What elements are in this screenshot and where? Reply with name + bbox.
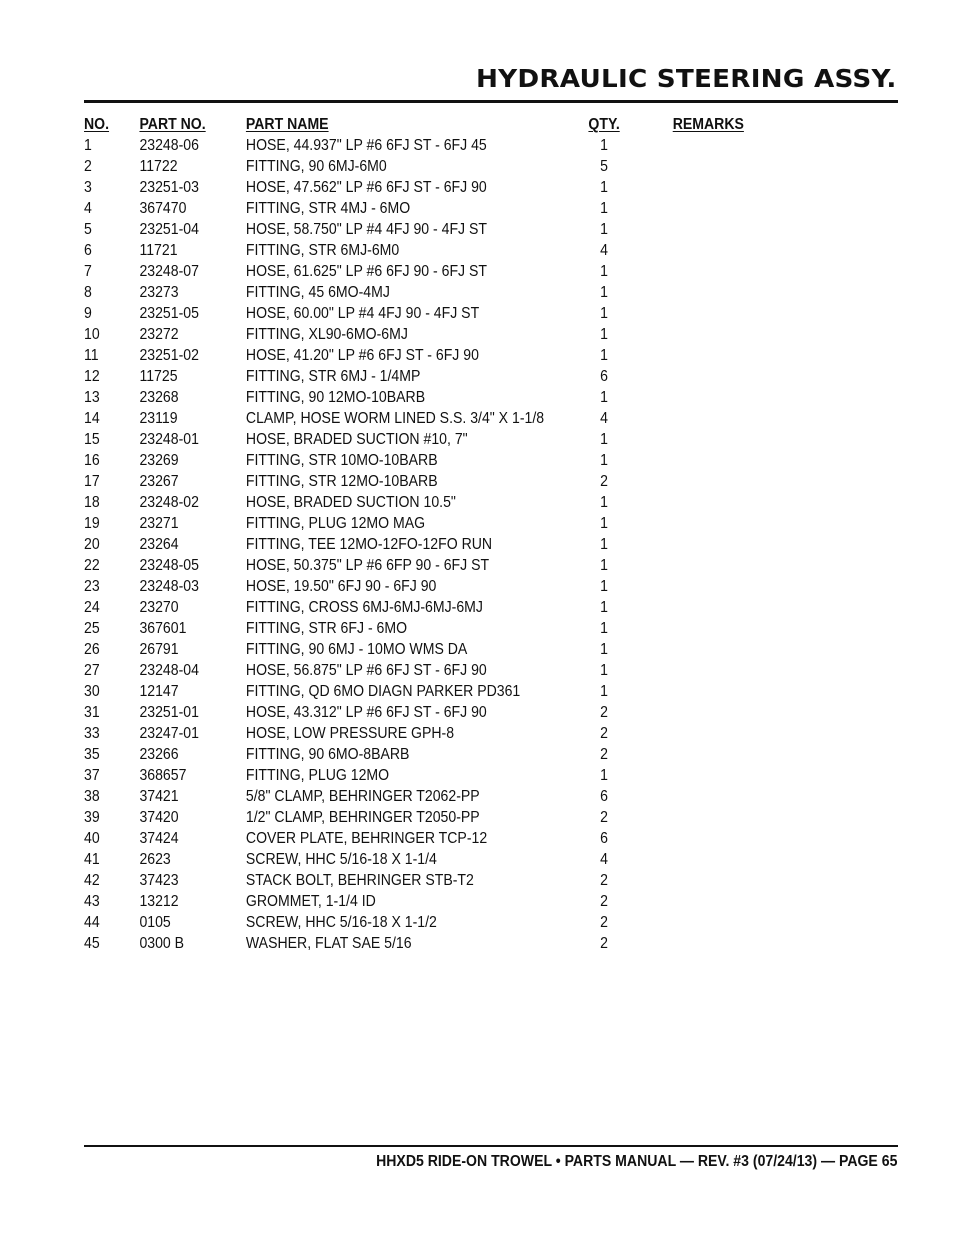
row-part-no: 37424 bbox=[139, 830, 179, 847]
row-qty: 1 bbox=[600, 200, 608, 217]
row-qty: 1 bbox=[600, 305, 608, 322]
row-part-no: 23251-04 bbox=[139, 221, 199, 238]
table-row bbox=[84, 681, 700, 702]
table-row bbox=[84, 450, 700, 471]
table-row bbox=[84, 702, 700, 723]
table-row bbox=[84, 429, 700, 450]
row-no: 31 bbox=[84, 704, 100, 721]
row-qty: 2 bbox=[600, 473, 608, 490]
table-row bbox=[84, 891, 700, 912]
row-part-name: FITTING, PLUG 12MO MAG bbox=[245, 515, 426, 532]
row-qty: 1 bbox=[600, 263, 608, 280]
row-qty: 2 bbox=[600, 893, 608, 910]
row-part-name: FITTING, STR 10MO-10BARB bbox=[245, 452, 438, 469]
row-part-name: FITTING, QD 6MO DIAGN PARKER PD361 bbox=[245, 683, 521, 700]
row-no: 23 bbox=[84, 578, 100, 595]
row-part-name: HOSE, 60.00" LP #4 4FJ 90 - 4FJ ST bbox=[245, 305, 480, 322]
table-row bbox=[84, 912, 700, 933]
row-part-no: 23271 bbox=[139, 515, 179, 532]
row-qty: 1 bbox=[600, 221, 608, 238]
row-part-name: FITTING, 90 6MO-8BARB bbox=[245, 746, 410, 763]
page-title: HYDRAULIC STEERING ASSY. bbox=[476, 64, 897, 93]
table-header bbox=[84, 114, 744, 135]
row-qty: 2 bbox=[600, 809, 608, 826]
row-no: 13 bbox=[84, 389, 100, 406]
row-part-no: 23248-06 bbox=[139, 137, 199, 154]
row-no: 39 bbox=[84, 809, 100, 826]
table-row bbox=[84, 828, 700, 849]
row-qty: 1 bbox=[600, 557, 608, 574]
row-no: 2 bbox=[84, 158, 92, 175]
row-qty: 1 bbox=[600, 326, 608, 343]
table-row bbox=[84, 534, 700, 555]
table-row bbox=[84, 366, 700, 387]
row-no: 15 bbox=[84, 431, 100, 448]
table-row bbox=[84, 786, 700, 807]
row-qty: 1 bbox=[600, 179, 608, 196]
row-part-name: HOSE, 43.312" LP #6 6FJ ST - 6FJ 90 bbox=[245, 704, 487, 721]
table-row bbox=[84, 597, 700, 618]
table-row bbox=[84, 660, 700, 681]
row-part-no: 23247-01 bbox=[139, 725, 199, 742]
table-row bbox=[84, 156, 700, 177]
row-part-name: FITTING, 90 6MJ-6M0 bbox=[245, 158, 387, 175]
row-qty: 2 bbox=[600, 914, 608, 931]
row-part-name: CLAMP, HOSE WORM LINED S.S. 3/4" X 1-1/8 bbox=[245, 410, 545, 427]
row-part-no: 23251-02 bbox=[139, 347, 199, 364]
table-row bbox=[84, 849, 700, 870]
table-row bbox=[84, 471, 700, 492]
row-part-no: 37421 bbox=[139, 788, 179, 805]
header-no: NO. bbox=[84, 116, 110, 133]
row-part-no: 23248-04 bbox=[139, 662, 199, 679]
row-part-no: 23270 bbox=[139, 599, 179, 616]
row-part-no: 23273 bbox=[139, 284, 179, 301]
row-qty: 6 bbox=[600, 830, 608, 847]
table-row bbox=[84, 324, 700, 345]
row-no: 26 bbox=[84, 641, 100, 658]
row-qty: 1 bbox=[600, 662, 608, 679]
row-qty: 2 bbox=[600, 746, 608, 763]
row-no: 44 bbox=[84, 914, 100, 931]
parts-table bbox=[84, 114, 784, 954]
row-part-no: 37420 bbox=[139, 809, 179, 826]
row-part-name: FITTING, PLUG 12MO bbox=[245, 767, 390, 784]
row-part-name: HOSE, 44.937" LP #6 6FJ ST - 6FJ 45 bbox=[245, 137, 487, 154]
row-part-no: 23268 bbox=[139, 389, 179, 406]
row-no: 22 bbox=[84, 557, 100, 574]
row-part-no: 23269 bbox=[139, 452, 179, 469]
row-part-no: 367470 bbox=[139, 200, 187, 217]
table-row bbox=[84, 135, 700, 156]
row-qty: 1 bbox=[600, 536, 608, 553]
row-part-no: 23266 bbox=[139, 746, 179, 763]
footer-rule bbox=[84, 1145, 898, 1147]
page-footer: HHXD5 RIDE-ON TROWEL • PARTS MANUAL — REV. #3 (07/24/13) — PAGE 65 bbox=[375, 1153, 897, 1170]
row-part-no: 12147 bbox=[139, 683, 179, 700]
row-no: 38 bbox=[84, 788, 100, 805]
header-qty: QTY. bbox=[588, 116, 620, 133]
row-no: 4 bbox=[84, 200, 92, 217]
table-row bbox=[84, 870, 700, 891]
row-no: 40 bbox=[84, 830, 100, 847]
header-part-name: PART NAME bbox=[245, 116, 329, 133]
table-row bbox=[84, 807, 700, 828]
title-rule bbox=[84, 100, 898, 103]
row-part-name: FITTING, STR 6FJ - 6MO bbox=[245, 620, 408, 637]
row-part-name: FITTING, 45 6MO-4MJ bbox=[245, 284, 390, 301]
table-row bbox=[84, 513, 700, 534]
row-part-name: FITTING, TEE 12MO-12FO-12FO RUN bbox=[245, 536, 493, 553]
row-part-name: HOSE, 41.20" LP #6 6FJ ST - 6FJ 90 bbox=[245, 347, 479, 364]
row-no: 19 bbox=[84, 515, 100, 532]
row-no: 30 bbox=[84, 683, 100, 700]
row-qty: 1 bbox=[600, 620, 608, 637]
row-part-no: 23267 bbox=[139, 473, 179, 490]
row-part-no: 367601 bbox=[139, 620, 187, 637]
row-qty: 1 bbox=[600, 137, 608, 154]
row-qty: 5 bbox=[600, 158, 608, 175]
table-row bbox=[84, 198, 700, 219]
row-part-name: FITTING, STR 6MJ-6M0 bbox=[245, 242, 400, 259]
table-row bbox=[84, 933, 700, 954]
table-row bbox=[84, 261, 700, 282]
row-no: 42 bbox=[84, 872, 100, 889]
table-row bbox=[84, 177, 700, 198]
row-no: 12 bbox=[84, 368, 100, 385]
row-part-name: SCREW, HHC 5/16-18 X 1-1/2 bbox=[245, 914, 437, 931]
table-body bbox=[84, 135, 784, 954]
table-row bbox=[84, 618, 700, 639]
row-qty: 6 bbox=[600, 788, 608, 805]
row-qty: 4 bbox=[600, 851, 608, 868]
row-part-no: 23248-02 bbox=[139, 494, 199, 511]
row-part-no: 11722 bbox=[139, 158, 178, 175]
table-row bbox=[84, 744, 700, 765]
row-qty: 1 bbox=[600, 431, 608, 448]
row-no: 45 bbox=[84, 935, 100, 952]
table-row bbox=[84, 387, 700, 408]
row-part-name: GROMMET, 1-1/4 ID bbox=[245, 893, 376, 910]
row-part-no: 11725 bbox=[139, 368, 178, 385]
row-qty: 2 bbox=[600, 704, 608, 721]
row-part-no: 2623 bbox=[139, 851, 171, 868]
row-no: 7 bbox=[84, 263, 92, 280]
row-no: 18 bbox=[84, 494, 100, 511]
row-no: 41 bbox=[84, 851, 100, 868]
row-qty: 1 bbox=[600, 284, 608, 301]
row-part-name: FITTING, STR 4MJ - 6MO bbox=[245, 200, 411, 217]
row-part-name: SCREW, HHC 5/16-18 X 1-1/4 bbox=[245, 851, 437, 868]
row-qty: 1 bbox=[600, 599, 608, 616]
row-no: 9 bbox=[84, 305, 92, 322]
row-part-no: 23251-03 bbox=[139, 179, 199, 196]
row-part-name: HOSE, 58.750" LP #4 4FJ 90 - 4FJ ST bbox=[245, 221, 488, 238]
row-no: 33 bbox=[84, 725, 100, 742]
table-row bbox=[84, 723, 700, 744]
row-no: 14 bbox=[84, 410, 100, 427]
row-no: 35 bbox=[84, 746, 100, 763]
row-part-name: HOSE, BRADED SUCTION #10, 7" bbox=[245, 431, 468, 448]
row-qty: 1 bbox=[600, 641, 608, 658]
row-part-no: 23251-05 bbox=[139, 305, 199, 322]
row-part-name: 5/8" CLAMP, BEHRINGER T2062-PP bbox=[245, 788, 480, 805]
row-no: 27 bbox=[84, 662, 100, 679]
row-part-name: HOSE, 56.875" LP #6 6FJ ST - 6FJ 90 bbox=[245, 662, 487, 679]
row-part-no: 23272 bbox=[139, 326, 179, 343]
row-part-name: COVER PLATE, BEHRINGER TCP-12 bbox=[245, 830, 488, 847]
row-part-no: 13212 bbox=[139, 893, 179, 910]
row-no: 43 bbox=[84, 893, 100, 910]
table-row bbox=[84, 282, 700, 303]
row-qty: 1 bbox=[600, 683, 608, 700]
row-qty: 1 bbox=[600, 389, 608, 406]
row-no: 37 bbox=[84, 767, 100, 784]
table-row bbox=[84, 576, 700, 597]
row-part-no: 368657 bbox=[139, 767, 187, 784]
row-qty: 2 bbox=[600, 935, 608, 952]
table-row bbox=[84, 555, 700, 576]
row-part-name: FITTING, XL90-6MO-6MJ bbox=[245, 326, 408, 343]
row-part-no: 37423 bbox=[139, 872, 179, 889]
table-row bbox=[84, 639, 700, 660]
table-row bbox=[84, 303, 700, 324]
row-part-name: HOSE, 61.625" LP #6 6FJ 90 - 6FJ ST bbox=[245, 263, 488, 280]
row-part-no: 0105 bbox=[139, 914, 171, 931]
row-part-name: 1/2" CLAMP, BEHRINGER T2050-PP bbox=[245, 809, 480, 826]
row-no: 5 bbox=[84, 221, 92, 238]
row-qty: 1 bbox=[600, 452, 608, 469]
row-qty: 1 bbox=[600, 578, 608, 595]
row-part-name: FITTING, CROSS 6MJ-6MJ-6MJ-6MJ bbox=[245, 599, 483, 616]
row-part-name: HOSE, 47.562" LP #6 6FJ ST - 6FJ 90 bbox=[245, 179, 487, 196]
row-part-name: HOSE, LOW PRESSURE GPH-8 bbox=[245, 725, 455, 742]
row-part-name: WASHER, FLAT SAE 5/16 bbox=[245, 935, 412, 952]
row-part-name: HOSE, 19.50" 6FJ 90 - 6FJ 90 bbox=[245, 578, 437, 595]
table-row bbox=[84, 240, 700, 261]
row-qty: 1 bbox=[600, 494, 608, 511]
row-qty: 2 bbox=[600, 725, 608, 742]
row-no: 3 bbox=[84, 179, 92, 196]
row-qty: 6 bbox=[600, 368, 608, 385]
row-part-name: FITTING, 90 12MO-10BARB bbox=[245, 389, 426, 406]
header-part-no: PART NO. bbox=[139, 116, 206, 133]
row-part-no: 11721 bbox=[139, 242, 178, 259]
row-no: 1 bbox=[84, 137, 92, 154]
table-row bbox=[84, 408, 700, 429]
table-row bbox=[84, 492, 700, 513]
row-part-name: FITTING, STR 6MJ - 1/4MP bbox=[245, 368, 421, 385]
row-part-no: 23251-01 bbox=[139, 704, 199, 721]
row-part-name: HOSE, 50.375" LP #6 6FP 90 - 6FJ ST bbox=[245, 557, 490, 574]
row-part-no: 23119 bbox=[139, 410, 178, 427]
table-row bbox=[84, 219, 700, 240]
row-no: 16 bbox=[84, 452, 100, 469]
row-part-name: FITTING, 90 6MJ - 10MO WMS DA bbox=[245, 641, 468, 658]
table-row bbox=[84, 765, 700, 786]
row-no: 10 bbox=[84, 326, 100, 343]
row-qty: 1 bbox=[600, 347, 608, 364]
header-remarks: REMARKS bbox=[672, 116, 744, 133]
row-qty: 1 bbox=[600, 767, 608, 784]
row-qty: 4 bbox=[600, 410, 608, 427]
row-part-no: 23248-03 bbox=[139, 578, 199, 595]
row-part-no: 0300 B bbox=[139, 935, 185, 952]
row-qty: 1 bbox=[600, 515, 608, 532]
row-part-name: HOSE, BRADED SUCTION 10.5" bbox=[245, 494, 456, 511]
row-no: 8 bbox=[84, 284, 92, 301]
row-part-no: 23248-05 bbox=[139, 557, 199, 574]
row-part-no: 26791 bbox=[139, 641, 179, 658]
row-no: 24 bbox=[84, 599, 100, 616]
row-part-no: 23248-01 bbox=[139, 431, 199, 448]
table-row bbox=[84, 345, 700, 366]
row-no: 6 bbox=[84, 242, 92, 259]
row-qty: 4 bbox=[600, 242, 608, 259]
row-no: 20 bbox=[84, 536, 100, 553]
row-no: 11 bbox=[84, 347, 99, 364]
row-no: 25 bbox=[84, 620, 100, 637]
row-part-no: 23264 bbox=[139, 536, 179, 553]
row-qty: 2 bbox=[600, 872, 608, 889]
row-part-name: STACK BOLT, BEHRINGER STB-T2 bbox=[245, 872, 474, 889]
row-no: 17 bbox=[84, 473, 100, 490]
row-part-no: 23248-07 bbox=[139, 263, 199, 280]
row-part-name: FITTING, STR 12MO-10BARB bbox=[245, 473, 438, 490]
